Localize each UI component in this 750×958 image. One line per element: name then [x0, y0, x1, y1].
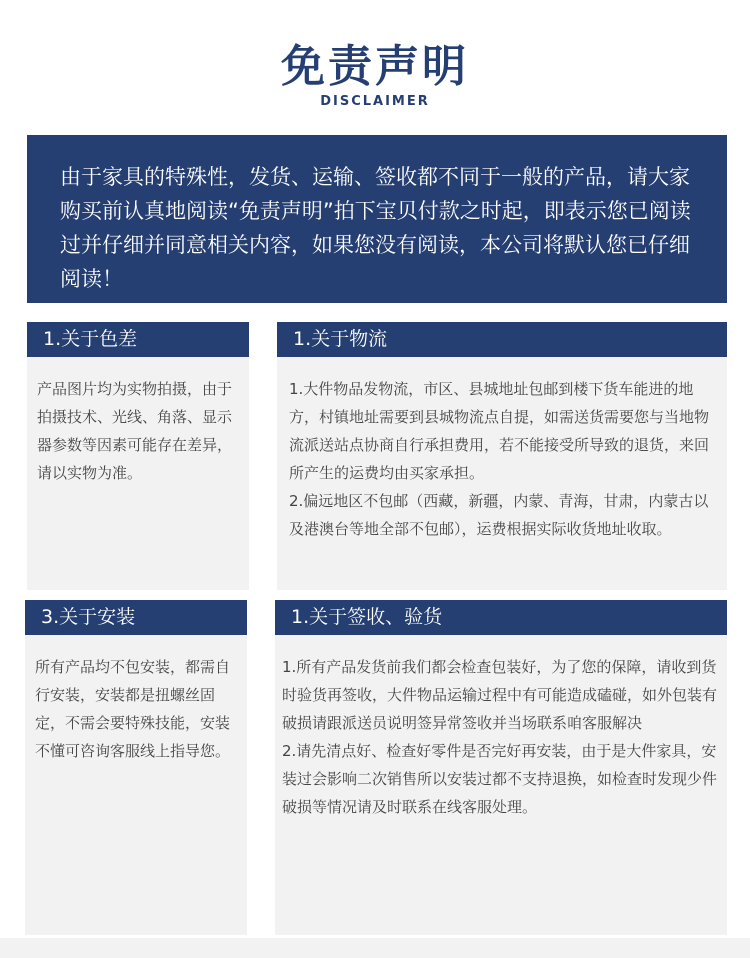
- installation-text: 所有产品均不包安装，都需自行安装，安装都是扭螺丝固定，不需会要特殊技能，安装不懂可咨询客服线上指导您。: [35, 658, 231, 760]
- intro-text: 由于家具的特殊性，发货、运输、签收都不同于一般的产品，请大家购买前认真地阅读“免责声明”拍下宝贝付款之时起，即表示您已阅读过并仔细并同意相关内容，如果您没有阅读，本公司将默认您已仔细阅读！: [60, 165, 691, 291]
- installation-heading: 3.关于安装: [25, 600, 247, 635]
- logistics-heading: 1.关于物流: [277, 322, 727, 357]
- inspection-text-2: 2.请先清点好、检查好零件是否完好再安装，由于是大件家具，安装过会影响二次销售所以安装过都不支持退换，如检查时发现少件破损等情况请及时联系在线客服处理。: [282, 742, 718, 816]
- logistics-text-1: 1.大件物品发物流，市区、县城地址包邮到楼下货车能进的地方，村镇地址需要到县城物流点自提，如需送货需要您与当地物流派送站点协商自行承担费用，若不能接受所导致的退货，来回所产生的运费均由买家承担。: [289, 380, 710, 482]
- color-difference-heading: 1.关于色差: [27, 322, 249, 357]
- inspection-section: [275, 600, 727, 935]
- logistics-text-2: 2.偏远地区不包邮（西藏，新疆，内蒙、青海，甘肃，内蒙古以及港澳台等地全部不包邮），运费根据实际收货地址收取。: [289, 492, 709, 538]
- logistics-section: [277, 322, 727, 590]
- logistics-body: [277, 357, 727, 590]
- inspection-body: [275, 635, 727, 935]
- page-title: 免责声明: [281, 41, 469, 92]
- color-difference-text: 产品图片均为实物拍摄，由于拍摄技术、光线、角落、显示器参数等因素可能存在差异，请以实物为准。: [37, 380, 233, 482]
- color-difference-body: [27, 357, 249, 590]
- page-subtitle: DISCLAIMER: [320, 94, 430, 109]
- inspection-heading: 1.关于签收、验货: [275, 600, 727, 635]
- footer-band: [0, 938, 750, 958]
- color-difference-section: [27, 322, 249, 590]
- installation-body: [25, 635, 247, 935]
- installation-section: [25, 600, 247, 935]
- inspection-text-1: 1.所有产品发货前我们都会检查包装好，为了您的保障，请收到货时验货再签收，大件物品运输过程中有可能造成磕碰，如外包装有破损请跟派送员说明签异常签收并当场联系咱客服解决: [282, 658, 718, 732]
- intro-banner: [27, 135, 727, 303]
